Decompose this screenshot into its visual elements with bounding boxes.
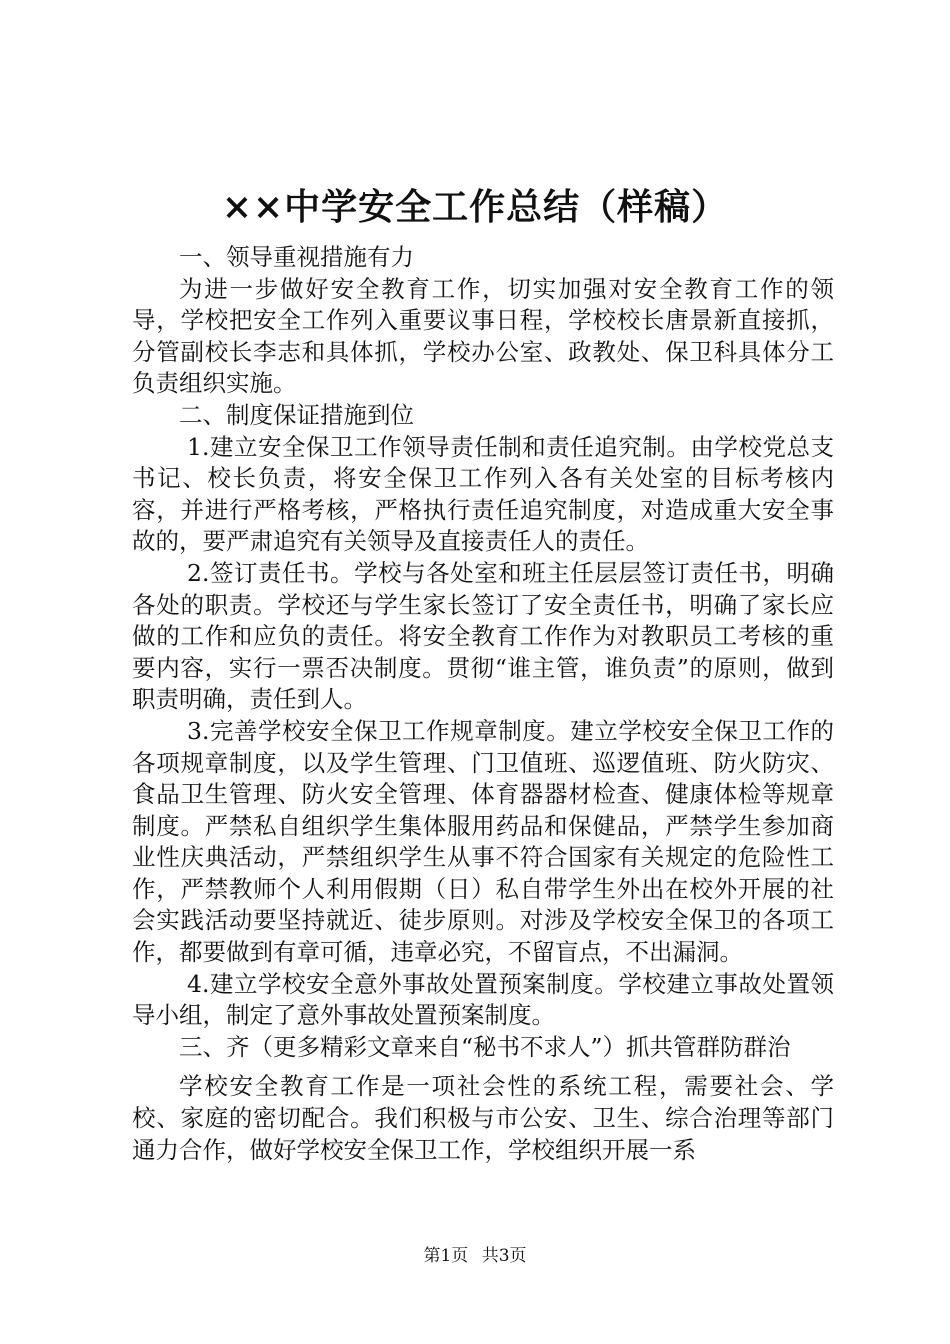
- list-item-4: 4.建立学校安全意外事故处置预案制度。学校建立事故处置领导小组，制定了意外事故处置预案制度。: [132, 969, 834, 1030]
- page-footer: [0, 1244, 950, 1268]
- list-item-2: 2.签订责任书。学校与各处室和班主任层层签订责任书，明确各处的职责。学校还与学生家长签订了安全责任书，明确了家长应做的工作和应负的责任。将安全教育工作作为对教职员工考核的重要内容，实行一票否决制度。贯彻“谁主管，谁负责”的原则，做到职责明确，责任到人。: [132, 558, 834, 714]
- paragraph-leadership: 为进一步做好安全教育工作，切实加强对安全教育工作的领导，学校把安全工作列入重要议事日程，学校校长唐景新直接抓，分管副校长李志和具体抓，学校办公室、政教处、保卫科具体分工负责组织实施。: [132, 274, 834, 398]
- page-number: 第1页: [423, 1246, 469, 1266]
- section-heading-3: 三、齐（更多精彩文章来自“秘书不求人”）抓共管群防群治: [179, 1032, 791, 1061]
- section-heading-2: 二、制度保证措施到位: [179, 400, 414, 429]
- page-total: 共3页: [481, 1246, 527, 1266]
- document-body: [132, 242, 834, 1166]
- paragraph-cooperation: 学校安全教育工作是一项社会性的系统工程，需要社会、学校、家庭的密切配合。我们积极与市公安、卫生、综合治理等部门通力合作，做好学校安全保卫工作，学校组织开展一系: [132, 1072, 834, 1164]
- list-item-1: 1.建立安全保卫工作领导责任制和责任追究制。由学校党总支书记、校长负责，将安全保卫工作列入各有关处室的目标考核内容，并进行严格考核，严格执行责任追究制度，对造成重大安全事故的，要严肃追究有关领导及直接责任人的责任。: [132, 432, 834, 556]
- list-item-3: 3.完善学校安全保卫工作规章制度。建立学校安全保卫工作的各项规章制度，以及学生管理、门卫值班、巡逻值班、防火防灾、食品卫生管理、防火安全管理、体育器器材检查、健康体检等规章制度。严禁私自组织学生集体服用药品和保健品，严禁学生参加商业性庆典活动，严禁组织学生从事不符合国家有关规定的危险性工作，严禁教师个人利用假期（日）私自带学生外出在校外开展的社会实践活动要坚持就近、徒步原则。对涉及学校安全保卫的各项工作，都要做到有章可循，违章必究，不留盲点，不出漏洞。: [132, 716, 834, 967]
- section-heading-1: 一、领导重视措施有力: [179, 243, 414, 271]
- document-title: ××中学安全工作总结（样稿）: [221, 186, 729, 228]
